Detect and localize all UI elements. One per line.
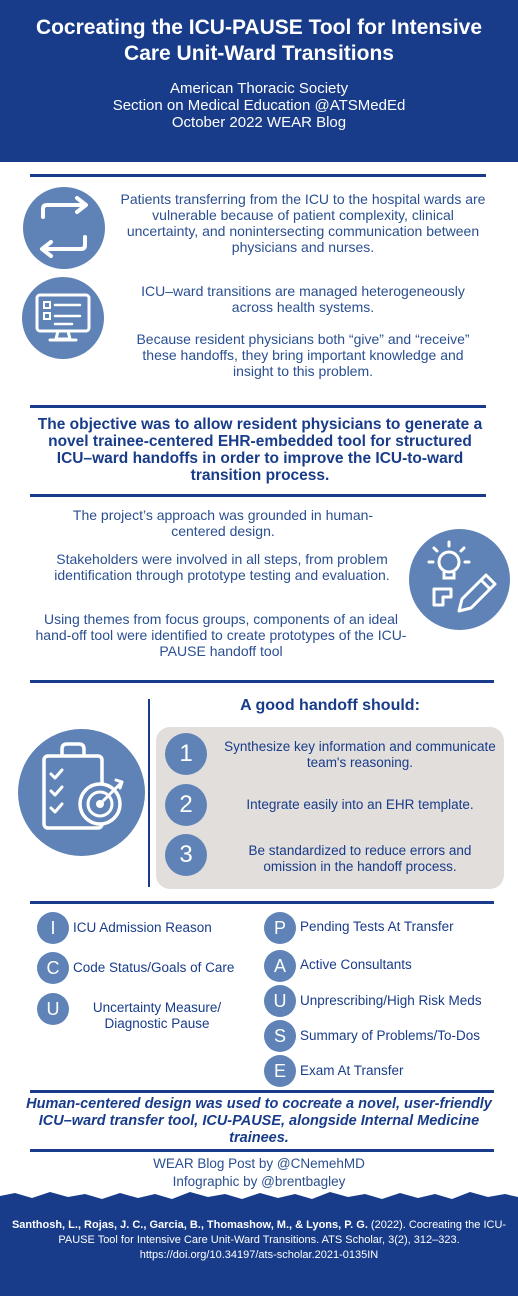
divider-2 xyxy=(30,405,486,408)
header-subtitle xyxy=(10,80,508,131)
mnemonic-letter-s: S xyxy=(264,1020,296,1052)
approach-paragraph-3: Using themes from focus groups, components of an ideal hand-off tool were identified to create prototypes of the ICU-PAUSE handoff tool xyxy=(35,611,407,659)
transfer-arrows-icon xyxy=(23,187,105,269)
blog-credit: WEAR Blog Post by @CNemehMD xyxy=(153,1156,365,1171)
infographic-credit: Infographic by @brentbagley xyxy=(172,1174,346,1189)
citation-details: (2022). Cocreating the ICU-PAUSE Tool for Intensive Care Unit-Ward Transitions. ATS Scholar, 3(2), 312–323. https://doi.org/10.34197/ats-scholar.2021-0135IN xyxy=(58,1219,507,1261)
background-paragraph-1: Patients transferring from the ICU to the hospital wards are vulnerable because of patient complexity, clinical uncertainty, and nonintersecting communication between physicians and nurses. xyxy=(120,191,486,255)
objective-statement: The objective was to allow resident physicians to generate a novel trainee-centered EHR-embedded tool for structured ICU–ward handoffs in order to improve the ICU-to-ward transition process. xyxy=(37,416,483,484)
mnemonic-letter-p: P xyxy=(264,912,296,944)
mnemonic-item-icu-admission: ICU Admission Reason xyxy=(73,920,212,935)
clipboard-target-icon xyxy=(18,729,145,856)
mnemonic-letter-a: A xyxy=(264,950,296,982)
mnemonic-item-active-consultants: Active Consultants xyxy=(300,957,412,972)
handoff-number-1: 1 xyxy=(165,733,207,775)
mnemonic-item-exam: Exam At Transfer xyxy=(300,1063,404,1078)
approach-paragraph-1: The project’s approach was grounded in human-centered design. xyxy=(72,507,374,539)
header-org: American Thoracic Society xyxy=(169,80,349,97)
vertical-divider xyxy=(148,699,150,887)
mnemonic-letter-e: E xyxy=(264,1055,296,1087)
divider-4 xyxy=(30,680,494,683)
background-paragraph-2: ICU–ward transitions are managed heterogeneously across health systems. xyxy=(141,283,465,315)
mnemonic-item-unprescribing: Unprescribing/High Risk Meds xyxy=(300,993,482,1008)
mnemonic-letter-c: C xyxy=(37,952,69,984)
mnemonic-letter-i: I xyxy=(37,912,69,944)
divider-1 xyxy=(30,174,486,177)
torn-edge-decoration xyxy=(0,140,518,162)
divider-3 xyxy=(30,494,486,497)
citation-authors: Santhosh, L., Rojas, J. C., Garcia, B., Thomashow, M., & Lyons, P. G. xyxy=(11,1219,368,1231)
handoff-item-2: Integrate easily into an EHR template. xyxy=(246,797,474,812)
mnemonic-letter-u: U xyxy=(37,993,69,1025)
citation xyxy=(6,1218,512,1263)
summary-statement: Human-centered design was used to cocreate a novel, user-friendly ICU–ward transfer tool, ICU-PAUSE, alongside Internal Medicine trainees. xyxy=(26,1096,492,1146)
divider-6 xyxy=(30,1090,494,1093)
background-paragraph-3: Because resident physicians both “give” and “receive” these handoffs, they bring important knowledge and insight to this problem. xyxy=(136,331,470,379)
mnemonic-item-pending-tests: Pending Tests At Transfer xyxy=(300,919,454,934)
divider-7 xyxy=(30,1149,494,1152)
header-section: Section on Medical Education @ATSMedEd xyxy=(112,97,406,114)
monitor-checklist-icon xyxy=(22,277,104,359)
approach-paragraph-2: Stakeholders were involved in all steps, from problem identification through prototype testing and evaluation. xyxy=(54,551,390,583)
lightbulb-pencil-icon xyxy=(409,529,510,630)
handoff-number-3: 3 xyxy=(165,834,207,876)
mnemonic-letter-u2: U xyxy=(264,985,296,1017)
handoff-heading: A good handoff should: xyxy=(240,697,420,714)
page-title: Cocreating the ICU-PAUSE Tool for Intensive Care Unit-Ward Transitions xyxy=(35,16,483,65)
handoff-item-1: Synthesize key information and communicate team's reasoning. xyxy=(224,739,496,770)
divider-5 xyxy=(30,901,494,904)
mnemonic-item-code-status: Code Status/Goals of Care xyxy=(73,960,235,975)
handoff-number-2: 2 xyxy=(165,784,207,826)
mnemonic-item-summary: Summary of Problems/To-Dos xyxy=(300,1028,481,1043)
header-date: October 2022 WEAR Blog xyxy=(171,114,347,131)
handoff-item-3: Be standardized to reduce errors and omission in the handoff process. xyxy=(248,843,472,874)
mnemonic-item-uncertainty: Uncertainty Measure/ Diagnostic Pause xyxy=(92,1000,222,1031)
